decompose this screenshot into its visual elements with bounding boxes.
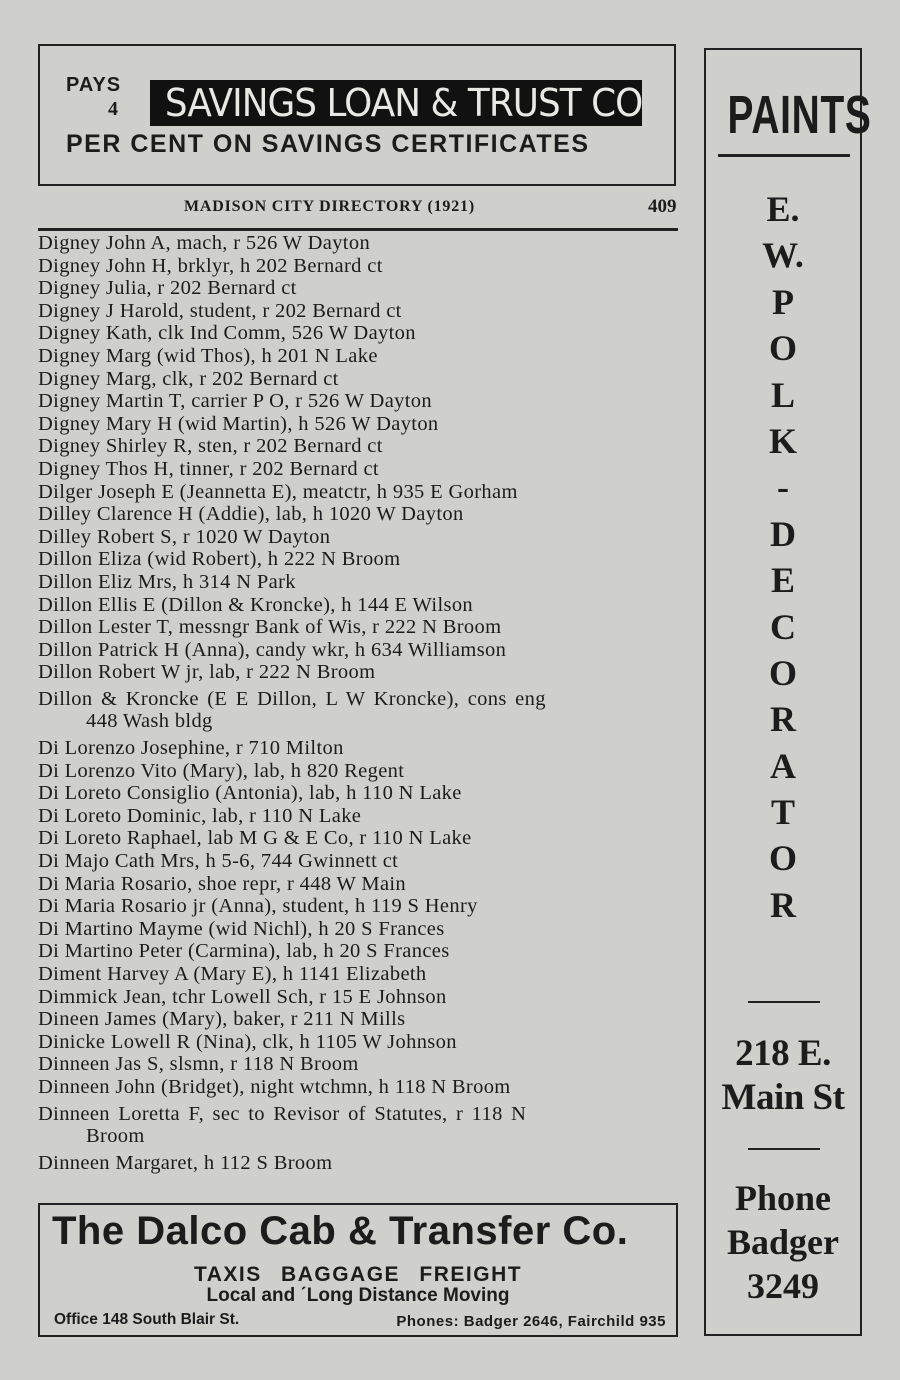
decorator-letter: O [768, 838, 797, 879]
phone-exchange: Badger [727, 1222, 839, 1262]
directory-entry [38, 345, 683, 368]
directory-entry [38, 688, 683, 733]
entry-continuation: Broom [86, 1125, 145, 1148]
cab-services: TAXIS BAGGAGE FREIGHT [193, 1263, 523, 1286]
directory-entry [38, 1103, 683, 1148]
decorator-letter: C [770, 606, 796, 647]
entry-text: Dinneen Loretta F, sec to Revisor of Statutes, r 118 N [38, 1102, 527, 1125]
directory-entry [38, 255, 683, 278]
decorator-letter: K [768, 420, 797, 461]
address-line-2: Main St [721, 1077, 845, 1118]
entry-text: Digney Thos H, tinner, r 202 Bernard ct [38, 457, 379, 480]
directory-entry [38, 918, 683, 941]
side-rule-lower [748, 1148, 820, 1150]
entry-text: Dillon Robert W jr, lab, r 222 N Broom [38, 661, 376, 684]
entry-text: Dinneen Margaret, h 112 S Broom [38, 1151, 333, 1174]
directory-entry [38, 503, 683, 526]
directory-entry [38, 594, 683, 617]
entry-text: Di Maria Rosario, shoe repr, r 448 W Main [38, 872, 407, 895]
directory-entry [38, 940, 683, 963]
directory-entry [38, 300, 683, 323]
decorator-phone [706, 1176, 860, 1308]
directory-entry [38, 526, 683, 549]
directory-entry [38, 737, 683, 760]
directory-entry [38, 1076, 683, 1099]
entry-text: Diment Harvey A (Mary E), h 1141 Elizabeth [38, 963, 427, 985]
header-rule [38, 228, 678, 231]
entry-text: Dillon Eliz Mrs, h 314 N Park [38, 570, 296, 593]
entry-text: Di Majo Cath Mrs, h 5-6, 744 Gwinnett ct [38, 850, 399, 873]
paints-headline: PAINTS [727, 85, 872, 145]
directory-entry [38, 805, 683, 828]
entry-text: Digney Marg (wid Thos), h 201 N Lake [38, 344, 378, 367]
entry-text: Dilley Clarence H (Addie), lab, h 1020 W Dayton [38, 503, 464, 526]
directory-entry [38, 1031, 683, 1054]
directory-entry [38, 986, 683, 1009]
directory-entry [38, 827, 683, 850]
entry-text: Di Lorenzo Vito (Mary), lab, h 820 Regent [38, 759, 405, 782]
entry-text: Dillon Lester T, messngr Bank of Wis, r 222 N Broom [38, 616, 502, 639]
entry-text: Dineen James (Mary), baker, r 211 N Mills [38, 1008, 406, 1031]
directory-entry [38, 963, 683, 986]
decorator-letter: O [768, 328, 797, 369]
directory-entry [38, 322, 683, 345]
directory-entry [38, 1053, 683, 1076]
entry-text: Digney Marg, clk, r 202 Bernard ct [38, 367, 339, 390]
cab-phones: Phones: Badger 2646, Fairchild 935 [396, 1313, 666, 1330]
entry-text: Digney John H, brklyr, h 202 Bernard ct [38, 254, 383, 277]
page-number: 409 [648, 196, 677, 217]
entry-text: Digney John A, mach, r 526 W Dayton [38, 232, 371, 254]
entry-text: Dillon Patrick H (Anna), candy wkr, h 634 Williamson [38, 638, 507, 661]
directory-entry [38, 850, 683, 873]
side-rule-top [718, 154, 850, 157]
ad-rate: 4 [108, 98, 118, 120]
entry-text: Di Loreto Consiglio (Antonia), lab, h 110 N Lake [38, 782, 462, 805]
ad-pays-label: PAYS [66, 74, 122, 96]
decorator-name-vertical [706, 186, 860, 928]
directory-entry [38, 760, 683, 783]
cab-company-ad [38, 1203, 678, 1337]
entry-text: Dinicke Lowell R (Nina), clk, h 1105 W Johnson [38, 1030, 457, 1053]
entry-text: Di Maria Rosario jr (Anna), student, h 119 S Henry [38, 895, 478, 918]
entry-text: Dillon Ellis E (Dillon & Kroncke), h 144 E Wilson [38, 593, 474, 616]
directory-entry [38, 639, 683, 662]
entry-text: Di Loreto Dominic, lab, r 110 N Lake [38, 804, 362, 827]
entry-text: Di Martino Peter (Carmina), lab, h 20 S Frances [38, 940, 450, 963]
entry-text: Di Loreto Raphael, lab M G & E Co, r 110 N Lake [38, 827, 472, 850]
entry-continuation: 448 Wash bldg [86, 710, 213, 733]
decorator-letter: T [770, 792, 795, 833]
entry-text: Digney Martin T, carrier P O, r 526 W Dayton [38, 390, 432, 413]
side-rule-middle [748, 1001, 820, 1003]
entry-text: Digney Mary H (wid Martin), h 526 W Dayton [38, 412, 439, 435]
directory-entry [38, 481, 683, 504]
entry-text: Digney Kath, clk Ind Comm, 526 W Dayton [38, 322, 416, 345]
decorator-letter: O [768, 652, 797, 693]
directory-entry [38, 616, 683, 639]
decorator-letter: E. [766, 189, 800, 229]
phone-number: 3249 [747, 1266, 819, 1306]
entry-text: Digney Shirley R, sten, r 202 Bernard ct [38, 435, 383, 458]
decorator-letter: D [770, 513, 796, 554]
directory-entries [38, 232, 683, 1174]
entry-text: Digney Julia, r 202 Bernard ct [38, 277, 297, 300]
cab-moving: Local and ˊLong Distance Moving [206, 1285, 510, 1306]
decorator-letter: R [770, 884, 796, 925]
directory-entry [38, 571, 683, 594]
entry-text: Dilley Robert S, r 1020 W Dayton [38, 525, 331, 548]
directory-entry [38, 368, 683, 391]
entry-text: Di Martino Mayme (wid Nichl), h 20 S Frances [38, 917, 445, 940]
entry-text: Di Lorenzo Josephine, r 710 Milton [38, 737, 344, 760]
directory-entry [38, 895, 683, 918]
ad-company-banner: SAVINGS LOAN & TRUST CO [150, 80, 642, 126]
entry-text: Digney J Harold, student, r 202 Bernard ct [38, 299, 402, 322]
phone-label: Phone [734, 1178, 831, 1218]
directory-entry [38, 232, 683, 255]
running-header-title: MADISON CITY DIRECTORY (1921) [184, 198, 475, 215]
directory-entry [38, 390, 683, 413]
directory-entry [38, 277, 683, 300]
decorator-letter: E [770, 560, 795, 601]
entry-text: Dinneen John (Bridget), night wtchmn, h 118 N Broom [38, 1075, 511, 1098]
entry-text: Dilger Joseph E (Jeannetta E), meatctr, h 935 E Gorham [38, 480, 518, 503]
directory-entry [38, 782, 683, 805]
ad-subtitle: PER CENT ON SAVINGS CERTIFICATES [66, 130, 590, 158]
decorator-letter: W. [762, 235, 804, 276]
entry-text: Dillon & Kroncke (E E Dillon, L W Kroncke), cons eng [38, 687, 546, 710]
directory-entry [38, 548, 683, 571]
entry-text: Dillon Eliza (wid Robert), h 222 N Broom [38, 548, 401, 571]
decorator-letter: - [777, 467, 789, 508]
directory-entry [38, 1008, 683, 1031]
entry-text: Dinneen Jas S, slsmn, r 118 N Broom [38, 1053, 359, 1076]
savings-bank-ad [38, 44, 676, 186]
paints-decorator-ad [704, 48, 872, 1336]
directory-entry [38, 435, 683, 458]
cab-company-name: The Dalco Cab & Transfer Co. [52, 1209, 629, 1253]
decorator-address [706, 1032, 860, 1120]
directory-entry [38, 458, 683, 481]
decorator-letter: L [770, 374, 795, 415]
directory-entry [38, 873, 683, 896]
decorator-letter: A [770, 745, 796, 786]
decorator-letter: R [770, 699, 796, 740]
entry-text: Dimmick Jean, tchr Lowell Sch, r 15 E Johnson [38, 985, 447, 1008]
decorator-letter: P [772, 281, 794, 322]
address-line-1: 218 E. [735, 1033, 831, 1074]
directory-entry [38, 1152, 683, 1175]
directory-entry [38, 661, 683, 684]
cab-office-address: Office 148 South Blair St. [54, 1311, 240, 1328]
directory-entry [38, 413, 683, 436]
